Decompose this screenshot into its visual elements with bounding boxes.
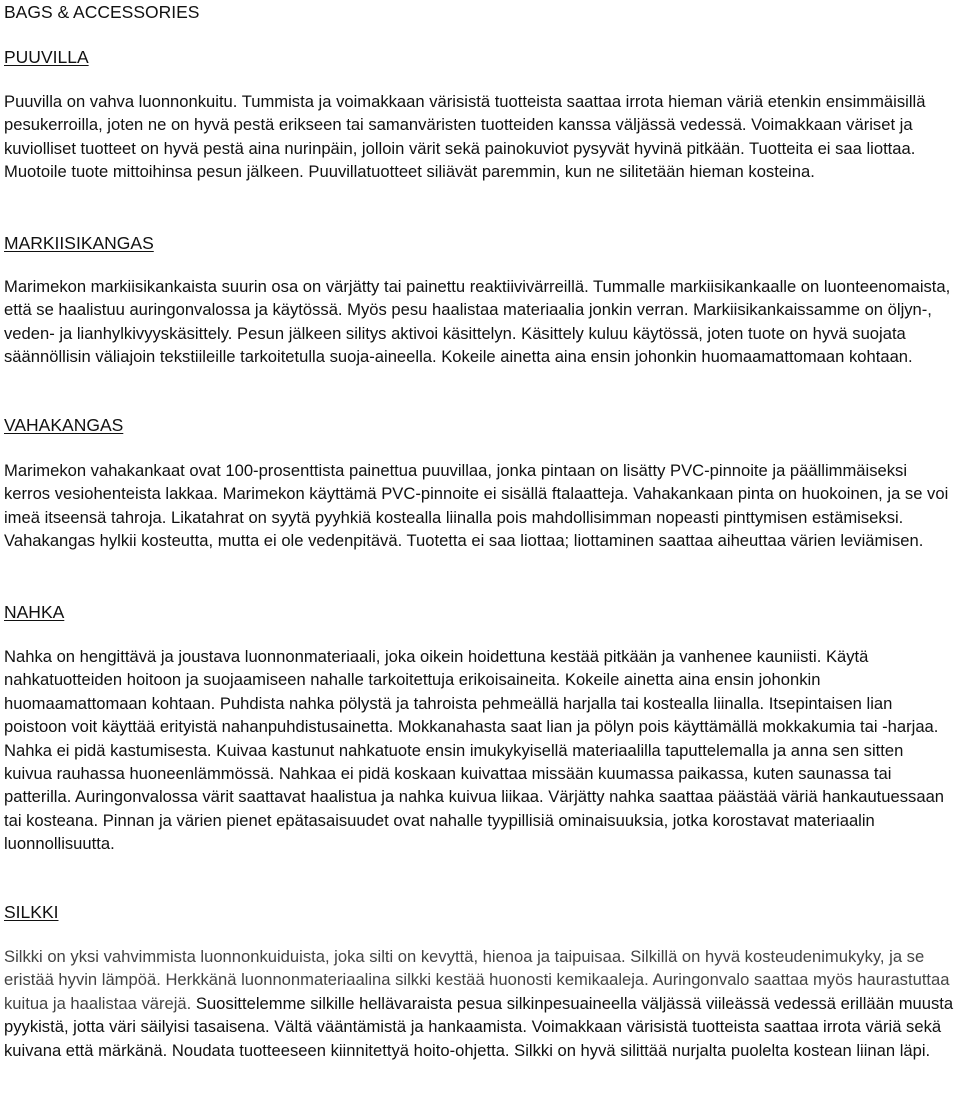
- sentence: Vahakangas hylkii kosteutta, mutta ei ole vedenpitävä.: [4, 531, 403, 551]
- sentence: Tuotetta ei saa liottaa; liottaminen saattaa aiheuttaa värien leviämisen.: [406, 531, 924, 551]
- sentence: Myös pesu haalistaa materiaalia jonkin verran.: [347, 300, 689, 320]
- sentence: Voimakkaan värisistä tuotteista saattaa irrota väriä sekä kuivana että märkänä.: [4, 1017, 942, 1060]
- sentence: Pinnan ja värien pienet epätasaisuudet ovat nahalle tyypillisiä ominaisuuksia, jotka korostavat materiaalin luonnollisuutta.: [4, 810, 875, 854]
- section-body-vahakangas: [4, 459, 954, 553]
- sentence: Noudata tuotteeseen kiinnitettyä hoito-ohjetta.: [171, 1040, 510, 1060]
- section-heading-puuvilla[interactable]: PUUVILLA: [4, 47, 89, 67]
- sentence: Markiisikankaissamme on öljyn-, veden- ja lianhylkivyyskäsittely.: [4, 300, 932, 343]
- sentence: Nahka on hengittävä ja joustava luonnonmateriaali, joka oikein hoidettuna kestää pitkään ja vanhenee kauniisti.: [4, 647, 822, 666]
- sentence: Voimakkaan väriset ja kuviolliset tuotteet on hyvä pestä aina nurinpäin, jolloin värit sekä painokuviot pysyvät hyvinä pitkään.: [4, 115, 913, 158]
- section-heading-nahka[interactable]: NAHKA: [4, 602, 65, 622]
- section-body-nahka: [4, 645, 954, 856]
- sentence: Tummalle markiisikankaalle on luonteenomaista, että se haalistuu auringonvalossa ja käytössä.: [4, 277, 951, 320]
- sentence: Värjätty nahka saattaa päästää väriä hankautuessaan tai kosteana.: [4, 787, 945, 830]
- sentence: Auringonvalossa värit saattavat haalistua ja nahka kuivua liikaa.: [75, 787, 544, 807]
- sentence: Silkki on yksi vahvimmista luonnonkuiduista, joka silti on kevyttä, hienoa ja taipuisaa.: [4, 947, 626, 966]
- sentence: Suosittelemme silkille hellävaraista pesua silkinpesuaineella väljässä viileässä vedessä erillään muusta pyykistä, jotta väri säilyisi tasaisena.: [4, 993, 954, 1037]
- sentence: Tummista ja voimakkaan värisistä tuotteista saattaa irrota hieman väriä etenkin ensimmäisillä pesukerroilla, joten ne on hyvä pestä erikseen tai samanväristen tuotteiden kanssa väljässä vedessä.: [4, 92, 926, 135]
- sentence: Marimekon käyttämä PVC-pinnoite ei sisällä ftalaatteja.: [222, 484, 629, 504]
- sentence: Käsittely kuluu käytössä, joten tuote on hyvä suojata säännöllisin väliajoin tekstiileille tarkoitetulla suoja-aineella.: [4, 323, 906, 367]
- section-heading-markiisikangas[interactable]: MARKIISIKANGAS: [4, 233, 154, 253]
- sentence: Muotoile tuote mittoihinsa pesun jälkeen.: [4, 162, 304, 182]
- sentence: Marimekon vahakankaat ovat 100-prosenttista painettua puuvillaa, jonka pintaan on lisätty PVC-pinnoite ja päällimmäiseksi kerros vesiohenteista lakkaa.: [4, 461, 908, 504]
- sentence: Tuotteita ei saa liottaa.: [749, 138, 916, 158]
- section-heading-vahakangas[interactable]: VAHAKANGAS: [4, 415, 124, 435]
- sentence: Nahka ei pidä kastumisesta.: [4, 740, 212, 760]
- section-body-silkki: [4, 945, 954, 1062]
- page-title: BAGS & ACCESSORIES: [4, 2, 200, 22]
- sentence: Likatahrat on syytä pyyhkiä kostealla liinalla pois mahdollisimman nopeasti pinttymisen estämiseksi.: [170, 507, 904, 527]
- sentence: Auringonvalo saattaa myös haurastuttaa kuitua ja haalistaa värejä.: [4, 970, 950, 1013]
- sentence: Herkkänä luonnonmateriaalina silkki kestää huonosti kemikaaleja.: [165, 970, 649, 990]
- sentence: Puhdista nahka pölystä ja tahroista pehmeällä harjalla tai kostealla liinalla.: [219, 693, 765, 713]
- sentence: Puuvillatuotteet siliävät paremmin, kun ne silitetään hieman kosteina.: [308, 162, 815, 182]
- sentence: Kokeile ainetta aina ensin johonkin huomaamattomaan kohtaan.: [441, 347, 913, 367]
- sentence: Vahakankaan pinta on huokoinen, ja se voi imeä itseensä tahroja.: [4, 484, 949, 527]
- sentence: Pesun jälkeen silitys aktivoi käsittelyn.: [237, 323, 517, 343]
- sentence: Silkillä on hyvä kosteudenimukyky, ja se eristää hyvin lämpöä.: [4, 947, 925, 990]
- sentence: Marimekon markiisikankaista suurin osa on värjätty tai painettu reaktiivivärreillä.: [4, 277, 589, 296]
- sentence: Silkki on hyvä silittää nurjalta puolelta kostean liinan läpi.: [514, 1040, 931, 1060]
- sentence: Nahkaa ei pidä koskaan kuivattaa missään kuumassa paikassa, kuten saunassa tai patterilla.: [4, 764, 892, 807]
- sentence: Mokkanahasta saat lian ja pölyn pois käyttämällä mokkakumia tai -harjaa.: [397, 717, 939, 737]
- sentence: Kuivaa kastunut nahkatuote ensin imukykyisellä materiaalilla taputtelemalla ja anna sen sitten kuivua rauhassa huoneenlämmössä.: [4, 740, 904, 784]
- sentence: Itsepintaisen lian poistoon voit käyttää erityistä nahanpuhdistusainetta.: [4, 693, 893, 737]
- sentence: Käytä nahkatuotteiden hoitoon ja suojaamiseen nahalle tarkoitettuja erikoisaineita.: [4, 647, 869, 690]
- sentence: Vältä vääntämistä ja hankaamista.: [274, 1017, 527, 1037]
- sentence: Kokeile ainetta aina ensin johonkin huomaamattomaan kohtaan.: [4, 670, 821, 713]
- sentence: Puuvilla on vahva luonnonkuitu.: [4, 92, 238, 111]
- section-heading-silkki[interactable]: SILKKI: [4, 902, 59, 922]
- section-body-puuvilla: [4, 90, 954, 184]
- section-body-markiisikangas: [4, 275, 954, 369]
